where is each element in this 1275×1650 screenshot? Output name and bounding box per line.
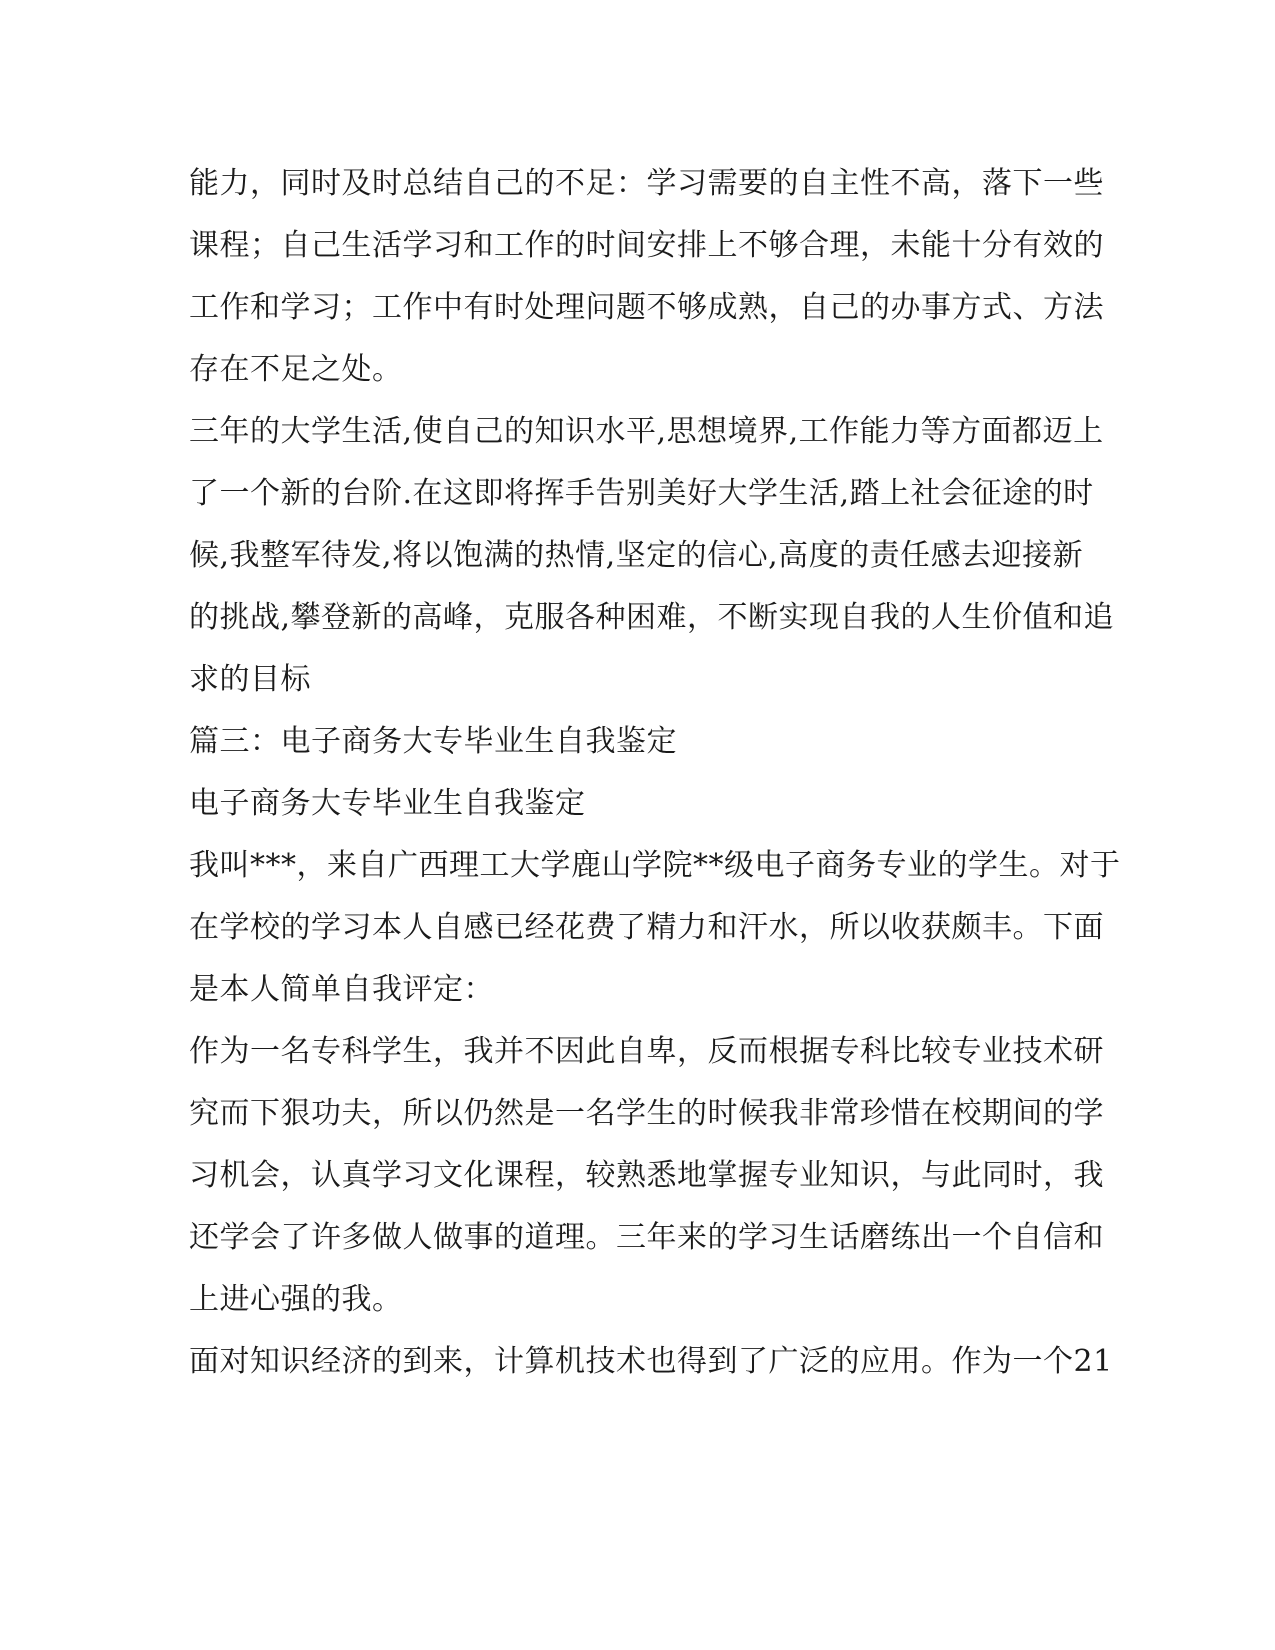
text-line: 求的目标	[189, 662, 311, 697]
text-line: 存在不足之处。	[189, 352, 403, 387]
text-line: 习机会，认真学习文化课程，较熟悉地掌握专业知识，与此同时，我	[189, 1158, 1104, 1193]
section-heading: 篇三：电子商务大专毕业生自我鉴定	[189, 724, 677, 759]
text-line: 究而下狠功夫，所以仍然是一名学生的时候我非常珍惜在校期间的学	[189, 1096, 1104, 1131]
text-line: 作为一名专科学生，我并不因此自卑，反而根据专科比较专业技术研	[189, 1034, 1104, 1069]
text-line: 上进心强的我。	[189, 1282, 403, 1317]
text-line: 候,我整军待发,将以饱满的热情,坚定的信心,高度的责任感去迎接新	[189, 538, 1084, 573]
text-line: 了一个新的台阶.在这即将挥手告别美好大学生活,踏上社会征途的时	[189, 476, 1094, 511]
document-title: 电子商务大专毕业生自我鉴定	[189, 786, 586, 821]
text-line: 三年的大学生活,使自己的知识水平,思想境界,工作能力等方面都迈上	[189, 414, 1104, 449]
text-line: 还学会了许多做人做事的道理。三年来的学习生话磨练出一个自信和	[189, 1220, 1104, 1255]
text-line: 的挑战,攀登新的高峰，克服各种困难，不断实现自我的人生价值和追	[189, 600, 1115, 635]
text-line: 我叫***，来自广西理工大学鹿山学院**级电子商务专业的学生。对于	[189, 848, 1121, 883]
text-line: 在学校的学习本人自感已经花费了精力和汗水，所以收获颇丰。下面	[189, 910, 1104, 945]
text-line: 工作和学习；工作中有时处理问题不够成熟，自己的办事方式、方法	[189, 290, 1104, 325]
text-line: 面对知识经济的到来，计算机技术也得到了广泛的应用。作为一个21	[189, 1344, 1113, 1379]
text-line: 能力，同时及时总结自己的不足：学习需要的自主性不高，落下一些	[189, 166, 1104, 201]
text-line: 是本人简单自我评定：	[189, 972, 494, 1007]
text-line: 课程；自己生活学习和工作的时间安排上不够合理，未能十分有效的	[189, 228, 1104, 263]
